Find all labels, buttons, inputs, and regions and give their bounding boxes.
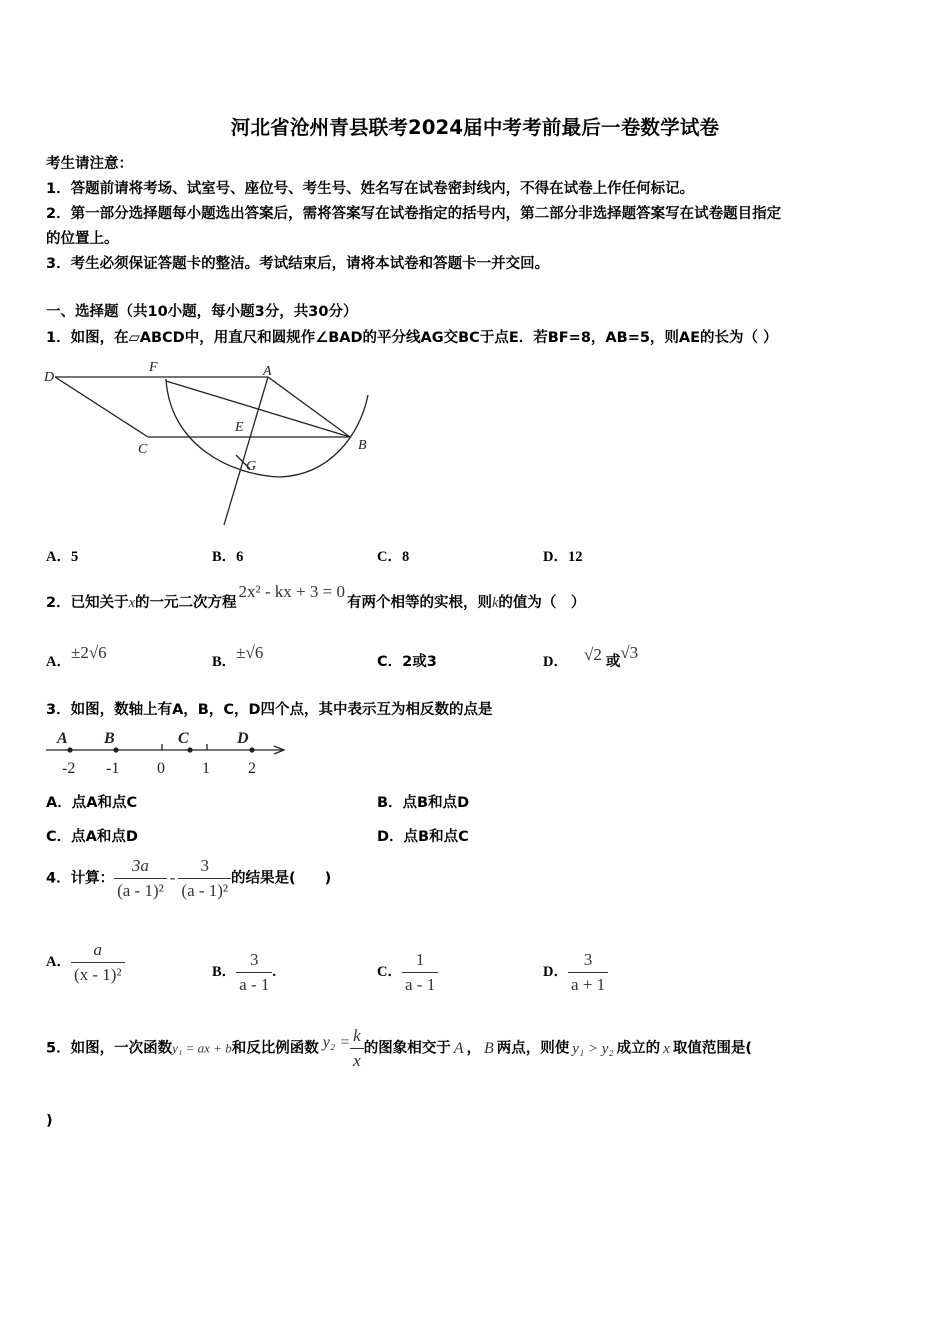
q4-fraction-1 [114, 856, 167, 901]
question-1-figure [40, 355, 385, 530]
figure-label-d: D [44, 370, 55, 385]
q4-option-c-fraction [402, 950, 438, 995]
q3-option-a-text: A．点A和点C [46, 795, 138, 811]
figure-label-c: C [138, 442, 148, 457]
q1-option-a[interactable]: A．5 [46, 549, 79, 565]
tick-label-minus-1: -1 [106, 760, 120, 777]
q1-option-c[interactable]: C．8 [377, 549, 410, 565]
tick-label-1: 1 [202, 760, 210, 777]
q3-option-a[interactable] [46, 791, 137, 812]
q2-var-x: x [128, 595, 136, 611]
notice-item-2-cont: 的位置上。 [46, 231, 119, 247]
q3-option-c-text: C．点A和点D [46, 829, 138, 845]
q2-prefix: 2．已知关于 [46, 595, 129, 611]
q5-inverse-den: x [350, 1048, 364, 1071]
q4-option-b-label: B． [212, 963, 237, 980]
q4-option-d-label: D． [543, 963, 568, 980]
q5-inverse-fraction [350, 1026, 364, 1071]
q2-var-k: k [491, 595, 499, 611]
q4-frac2-num: 3 [200, 856, 209, 875]
notice-item-3: 3．考生必须保证答题卡的整洁。考试结束后，请将本试卷和答题卡一并交回。 [46, 256, 550, 272]
q4-option-a-fraction [71, 940, 125, 985]
q4-frac2-den: (a - 1)² [178, 878, 231, 901]
q5-mid3: 两点，则使 [496, 1040, 570, 1057]
q4-fraction-2 [178, 856, 231, 901]
question-2-text [46, 582, 586, 612]
number-line-point-b [113, 747, 118, 752]
notice-item-2: 2．第一部分选择题每小题选出答案后，需将答案写在试卷指定的括号内，第二部分非选择题答案写在试卷题目指定 [46, 206, 782, 222]
q2-option-c[interactable] [377, 650, 437, 671]
q4-option-c-label: C． [377, 963, 402, 980]
question-5-text [46, 1026, 752, 1071]
q2-option-a[interactable] [46, 643, 107, 671]
figure-label-b: B [358, 438, 367, 453]
number-line-figure [40, 727, 295, 782]
section-heading: 一、选择题（共10小题，每小题3分，共30分） [46, 304, 358, 320]
tick-label-minus-2: -2 [62, 760, 76, 777]
number-line-label-c: C [178, 730, 189, 747]
q5-linear-function: y₁ = ax + b [172, 1040, 232, 1056]
question-4-text [46, 856, 331, 901]
figure-label-a: A [263, 364, 272, 379]
q2-end: 的值为（ ） [498, 595, 586, 611]
q3-option-b-text: B．点B和点D [377, 795, 470, 811]
q4-option-d-den: a + 1 [568, 972, 608, 995]
q4-option-b-num: 3 [250, 950, 259, 969]
q4-option-a-den: (x - 1)² [71, 962, 125, 985]
question-3-text: 3．如图，数轴上有A，B，C，D四个点，其中表示互为相反数的点是 [46, 702, 493, 718]
q1-option-d[interactable]: D．12 [543, 549, 583, 565]
figure-label-e: E [235, 420, 244, 435]
q5-point-b: B [484, 1039, 494, 1057]
q4-prefix: 4．计算： [46, 870, 115, 887]
q5-mid2: 的图象相交于 [363, 1040, 451, 1057]
q4-option-d[interactable] [543, 950, 608, 995]
figure-label-f: F [149, 360, 158, 375]
figure-label-g: G [246, 459, 257, 474]
q5-prefix: 5．如图，一次函数 [46, 1040, 173, 1057]
question-1-text: 1．如图，在▱ABCD中，用直尺和圆规作∠BAD的平分线AG交BC于点E．若BF=8，AB=5，则AE的长为（ ） [46, 330, 778, 346]
number-line-point-a [67, 747, 72, 752]
number-line-label-b: B [104, 730, 115, 747]
number-line-label-d: D [237, 730, 249, 747]
q2-equation: 2x² - kx + 3 = 0 [238, 582, 345, 601]
q2-option-c-value: C．2或3 [377, 654, 437, 670]
tick-label-0: 0 [157, 760, 165, 777]
q3-option-b[interactable] [377, 791, 469, 812]
number-line-label-a: A [57, 730, 68, 747]
q4-suffix: 的结果是( ) [231, 870, 332, 887]
q5-end: 取值范围是( [672, 1040, 752, 1057]
q2-option-d-value2: √3 [620, 643, 639, 662]
q4-option-d-fraction [568, 950, 608, 995]
q5-comma: ， [466, 1040, 481, 1057]
q3-option-c[interactable] [46, 825, 138, 846]
q3-option-d-text: D．点B和点C [377, 829, 469, 845]
q4-option-a-num: a [93, 940, 103, 959]
q2-option-d-or: 或 [605, 654, 621, 670]
q2-option-a-value: ±2√6 [70, 643, 107, 662]
page-title: 河北省沧州青县联考2024届中考考前最后一卷数学试卷 [230, 116, 720, 139]
q4-option-d-num: 3 [583, 950, 593, 969]
q5-inverse-num: k [353, 1026, 361, 1045]
q2-suffix: 有两个相等的实根，则 [346, 595, 492, 611]
q5-mid: 和反比例函数 [231, 1040, 319, 1057]
q4-minus: - [169, 867, 176, 887]
q4-option-b-fraction [236, 950, 272, 995]
tick-label-2: 2 [248, 760, 256, 777]
q4-frac1-num: 3a [131, 856, 149, 875]
q2-option-a-label: A． [46, 654, 71, 670]
q4-option-a-label: A． [46, 953, 71, 970]
q2-option-d-value1: √2 [583, 645, 602, 664]
notice-item-1: 1．答题前请将考场、试室号、座位号、考生号、姓名写在试卷密封线内，不得在试卷上作任何标记。 [46, 181, 695, 197]
notice-heading: 考生请注意： [46, 156, 133, 172]
q5-var-x: x [663, 1040, 670, 1057]
q2-option-b-label: B． [212, 654, 237, 670]
q4-option-c-num: 1 [415, 950, 425, 969]
q2-option-b[interactable] [212, 643, 264, 671]
q2-option-d[interactable] [543, 643, 639, 671]
q5-inverse-lhs: y₂ = [322, 1033, 351, 1051]
q2-option-d-label: D． [543, 654, 568, 670]
q4-option-b[interactable] [212, 950, 276, 995]
q2-mid: 的一元二次方程 [135, 595, 237, 611]
q4-option-b-tail: . [272, 963, 277, 980]
q3-option-d[interactable] [377, 825, 469, 846]
q5-close-paren: ) [46, 1113, 53, 1129]
q4-option-c[interactable] [377, 950, 438, 995]
q5-point-a: A [453, 1039, 464, 1057]
q1-option-b[interactable]: B．6 [212, 549, 244, 565]
number-line-point-c [187, 747, 192, 752]
q4-option-c-den: a - 1 [402, 972, 438, 995]
number-line-point-d [249, 747, 254, 752]
q4-frac1-den: (a - 1)² [114, 878, 167, 901]
q5-inequality: y₁ > y₂ [572, 1040, 614, 1057]
q2-option-b-value: ±√6 [236, 643, 264, 662]
q4-option-b-den: a - 1 [236, 972, 272, 995]
q5-mid4: 成立的 [616, 1040, 661, 1057]
q4-option-a[interactable] [46, 940, 125, 985]
